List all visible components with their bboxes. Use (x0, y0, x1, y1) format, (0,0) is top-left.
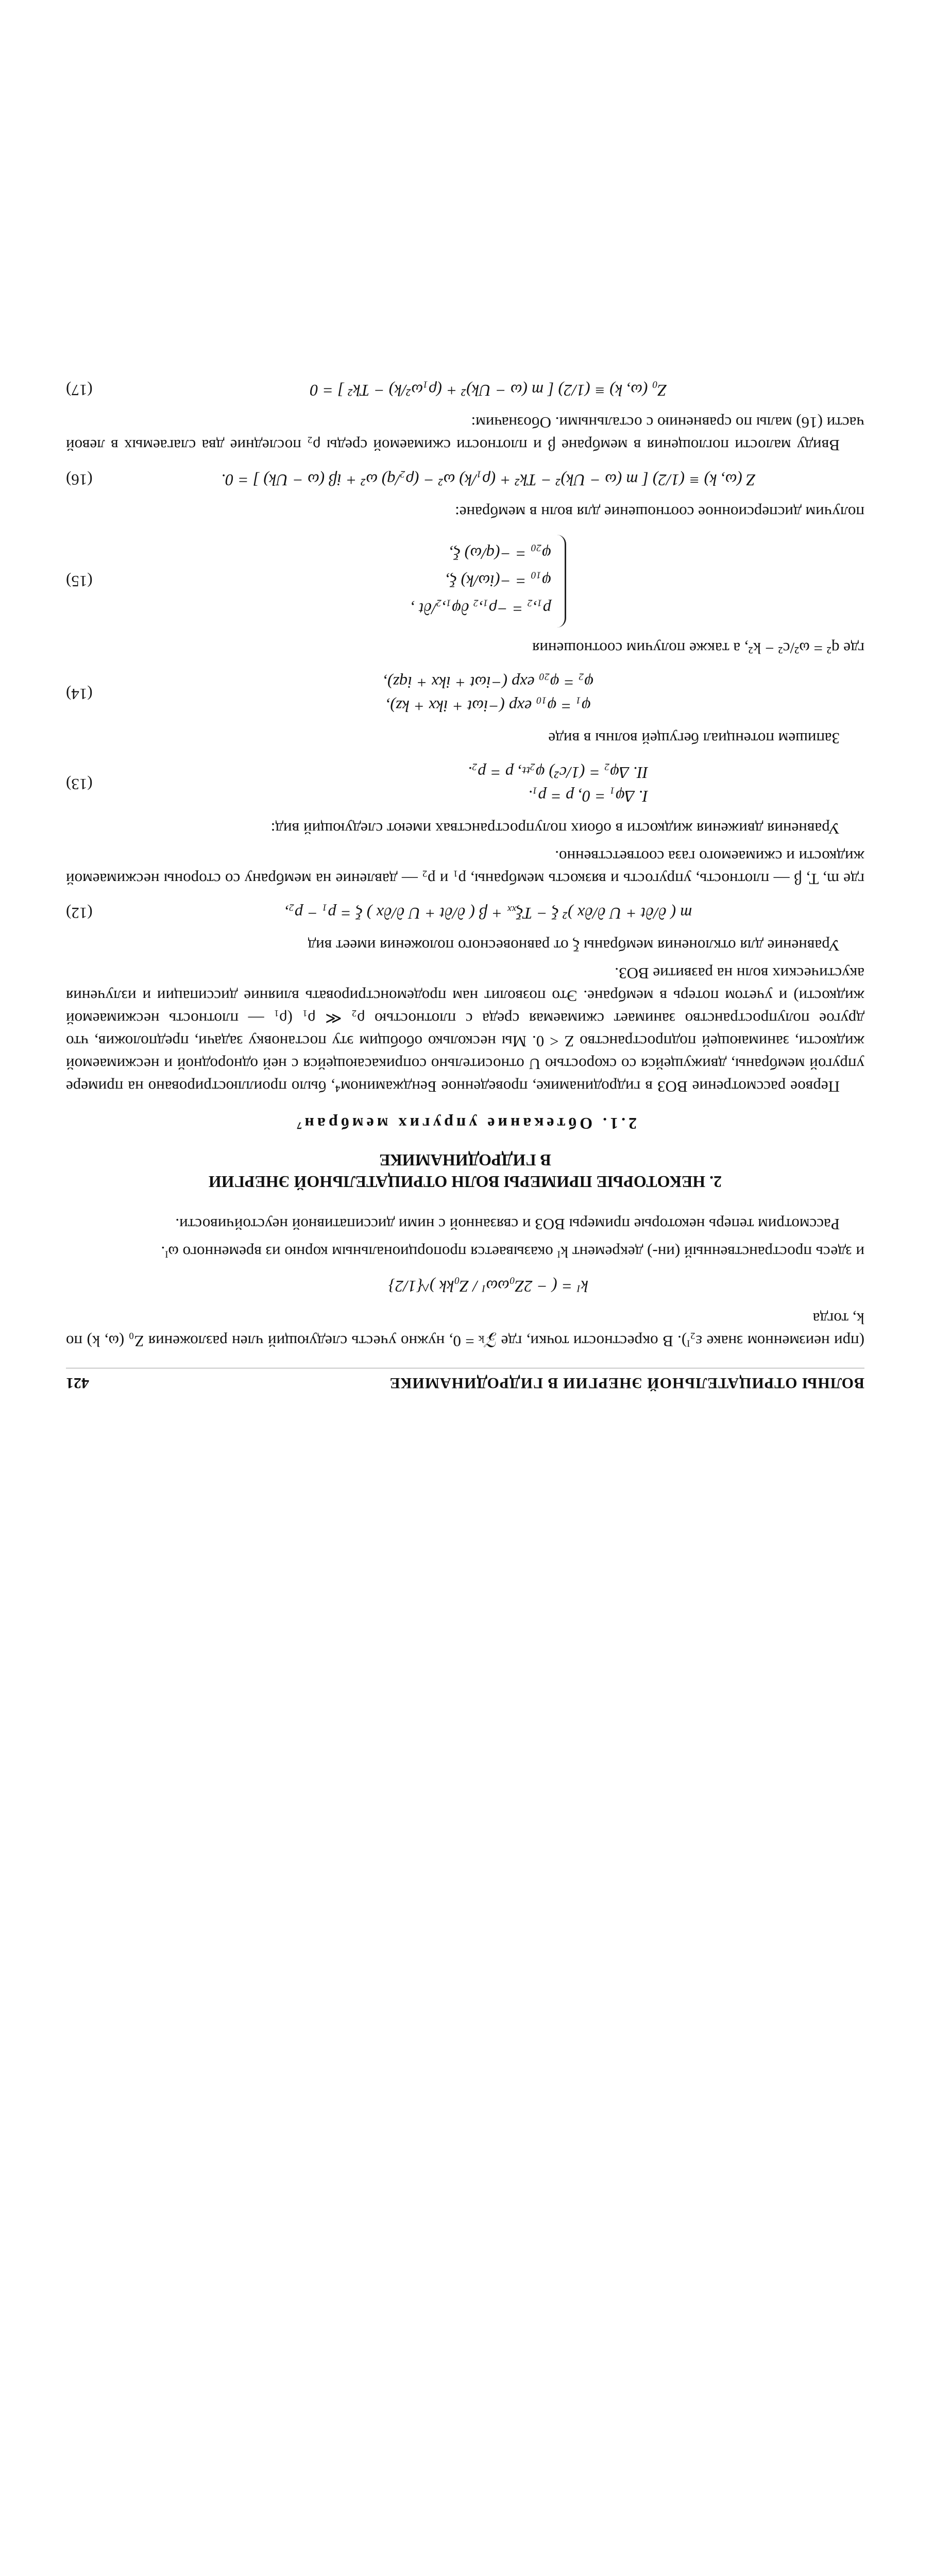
running-title: ВОЛНЫ ОТРИЦАТЕЛЬНОЙ ЭНЕРГИИ В ГИДРОДИНАМИКЕ (389, 1375, 864, 1392)
equation-number: (17) (66, 381, 93, 400)
equation-line: p₁,₂ = −ρ₁,₂ ∂φ₁,₂/∂t , (411, 599, 551, 618)
paragraph: Первое рассмотрение ВОЗ в гидродинамике, проведенное Бенджамином⁴, было проиллюстрировано на примере упругой мембраны, движущейся со скоростью U относительно соприкасающейся с ней однородной и несжимаемой жидкости, занимающей подпространство Z < 0. Мы несколько обобщим эту постановку задачи, предположив, что другое полупространство занимает сжимаемая среда с плотностью ρ₂ ≪ ρ₁ (ρ₁ — плотность несжимаемой жидкости) и учетом потерь в мембране. Это позволит нам продемонстрировать влияние диссипации и излучения акустических волн на развитие ВОЗ. (66, 964, 864, 1096)
equation-16 (66, 468, 864, 491)
section-title-line: В ГИДРОДИНАМИКЕ (379, 1151, 551, 1170)
subsection-title: 2.1. Обтекание упругих мембран⁷ (293, 1114, 637, 1133)
equation-body (112, 535, 864, 628)
paragraph: Запишем потенциал бегущей волны в виде (548, 729, 840, 748)
page-number: 421 (66, 1375, 89, 1392)
equation-12 (66, 902, 864, 925)
paragraph: и здесь пространственный (ин-) декремент kᴵ оказывается пропорциональным корню из временного ωᴵ. (161, 1243, 864, 1261)
equation-number: (12) (66, 904, 93, 923)
equation-number: (13) (66, 775, 93, 794)
section-title-line: 2. НЕКОТОРЫЕ ПРИМЕРЫ ВОЛН ОТРИЦАТЕЛЬНОЙ ЭНЕРГИИ (208, 1172, 722, 1191)
equation-line: φ₁ = φ₁₀ exp (−iωt + ikx + kz), (386, 697, 591, 716)
equation-17 (66, 379, 864, 402)
paragraph: Рассмотрим теперь некоторые примеры ВОЗ и связанной с ними диссипативной неустойчивости. (175, 1215, 840, 1233)
equation-body: kᴵ = ( − 2Z₀ωωᴵ / Z₀kk )^{1/2} (388, 1277, 588, 1296)
equation-14 (66, 671, 864, 718)
equation-line: II. Δφ₂ = (1/c²) φ₂ₜₜ, p = p₂. (468, 764, 648, 783)
equation-body (112, 671, 864, 718)
equation-k-imag (66, 1275, 864, 1298)
paragraph: Уравнения движения жидкости в обоих полупространствах имеют следующий вид: (270, 819, 840, 838)
page-header (66, 1368, 864, 1394)
equation-line: φ₂₀ = −(q/ω) ξ, (449, 545, 551, 564)
paragraph: (при неизменном знаке ε₂ᴵ). В окрестности точки, где 𝒵ₖ = 0, нужно учесть следующий член разложения Z₀ (ω, k) по k, тогда (66, 1310, 864, 1351)
equation-body: Z (ω, k) ≡ (1/2) [ m (ω − Uk)² − Tk² + (ρ₁/k) ω² − (ρ₂/q) ω² + iβ (ω − Uk) ] = 0. (221, 470, 756, 489)
equation-number: (16) (66, 470, 93, 489)
equation-line: I. Δφ₁ = 0, p = p₁. (528, 787, 648, 806)
paragraph: Ввиду малости поглощения в мембране β и плотности сжимаемой среды ρ₂ последние два слагаемых в левой части (16) малы по сравнению с остальными. Обозначим: (66, 414, 864, 455)
section-title (66, 1149, 864, 1192)
equation-13 (66, 761, 864, 808)
equation-line: φ₁₀ = −(iω/k) ξ, (445, 572, 551, 591)
equation-body: m ( ∂/∂t + U ∂/∂x )² ξ − Tξₓₓ + β ( ∂/∂t + U ∂/∂x ) ξ = p₁ − p₂, (284, 904, 692, 923)
equation-line: φ₂ = φ₂₀ exp (−iωt + ikx + iqz), (383, 673, 593, 692)
paragraph: Уравнение для отклонения мембраны ξ от равновесного положения имеет вид (308, 937, 840, 955)
equation-system-brace (411, 535, 566, 628)
paragraph: где q² = ω²/c² − k², а также получим соотношения (532, 639, 864, 657)
equation-number: (15) (66, 572, 93, 590)
equation-body: Z₀ (ω, k) ≡ (1/2) [ m (ω − Uk)² + (ρ₁ω²/k) − Tk² ] = 0 (310, 381, 667, 400)
book-page (66, 367, 864, 1394)
equation-15 (66, 535, 864, 628)
paragraph: где m, T, β — плотность, упругость и вязкость мембраны, p₁ и p₂ — давление на мембрану со стороны несжимаемой жидкости и сжимаемого газа соответственно. (66, 847, 864, 888)
equation-body (112, 761, 864, 808)
equation-number: (14) (66, 685, 93, 704)
paragraph: получим дисперсионное соотношение для волн в мембране: (455, 503, 864, 521)
